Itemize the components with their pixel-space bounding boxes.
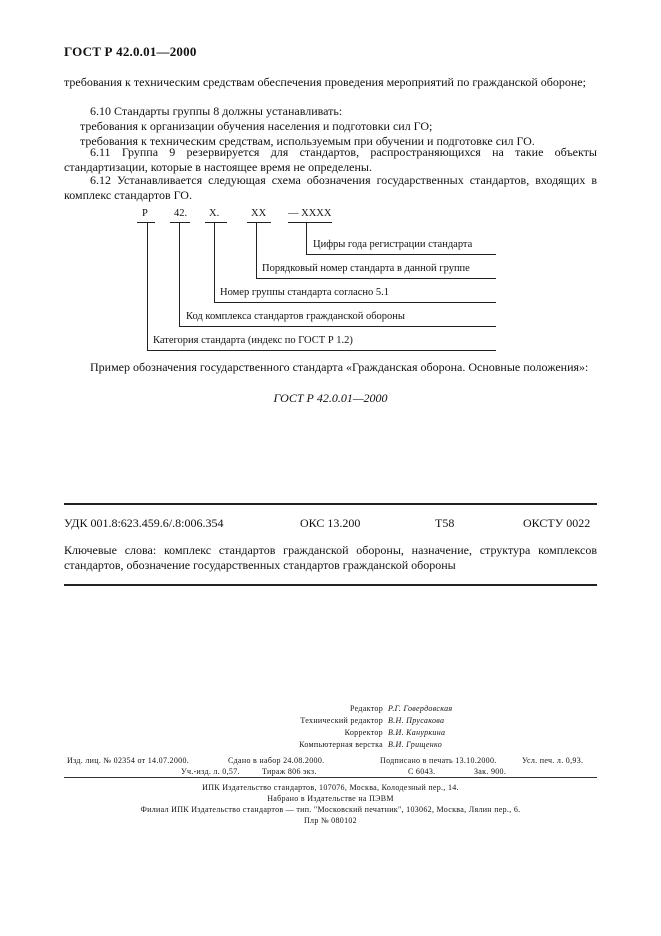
paragraph-6-12: 6.12 Устанавливается следующая схема обозначения государственных стандартов, входящих в комплекс стандартов ГО. <box>64 173 597 202</box>
udk-code: УДК 001.8:623.459.6/.8:006.354 <box>64 516 224 530</box>
classification-bottom-rule <box>64 584 597 586</box>
tech-editor-role: Технический редактор <box>300 716 383 725</box>
imprint-divider <box>64 777 597 778</box>
scheme-code-year: — ХХХХ <box>288 208 332 219</box>
imprint-editor-name: Р.Г. Говердовская <box>388 704 453 713</box>
classification-top-rule <box>64 503 597 505</box>
paragraph-continuation: требования к техническим средствам обеспечения проведения мероприятий по гражданской обороне; <box>64 75 586 89</box>
scheme-connector-complex <box>179 222 180 326</box>
scheme-code-number: ХХ <box>251 208 267 219</box>
imprint-corrector-name: В.И. Кануркина <box>388 728 446 737</box>
imprint-print-sheets: Усл. печ. л. 0,93. <box>522 756 584 765</box>
layout-role: Компьютерная верстка <box>299 740 383 749</box>
imprint-tech-editor-name: В.Н. Прусакова <box>388 716 445 725</box>
imprint-plr: Плр № 080102 <box>303 816 357 825</box>
scheme-underline-category <box>137 222 155 223</box>
editor-role: Редактор <box>350 704 383 713</box>
scheme-underline-number <box>247 222 271 223</box>
scheme-code-group: Х. <box>209 208 220 219</box>
imprint-publisher: ИПК Издательство стандартов, 107076, Москва, Колодезный пер., 14. <box>202 783 459 792</box>
scheme-connector-category <box>147 222 148 350</box>
scheme-leader-complex <box>179 326 496 327</box>
scheme-underline-group <box>205 222 227 223</box>
keywords: Ключевые слова: комплекс стандартов гражданской обороны, назначение, структура комплексов стандартов, обозначение государственных стандартов гражданской обороны <box>64 543 597 572</box>
paragraph-6-10-item-1: требования к организации обучения населения и подготовки сил ГО; <box>80 119 433 133</box>
okstu-code: ОКСТУ 0022 <box>523 516 591 530</box>
imprint-tech-editor-role <box>300 716 383 725</box>
scheme-label-complex: Код комплекса стандартов гражданской обороны <box>186 311 405 322</box>
scheme-leader-year <box>306 254 496 255</box>
paragraph-6-10-item-2: требования к техническим средствам, используемым при обучении и подготовке сил ГО. <box>80 134 535 148</box>
t-code: Т58 <box>435 516 455 530</box>
imprint-c-number: С 6043. <box>408 767 436 776</box>
scheme-leader-number <box>256 278 496 279</box>
oks-code: ОКС 13.200 <box>300 516 361 530</box>
scheme-label-number: Порядковый номер стандарта в данной группе <box>262 263 470 274</box>
scheme-connector-group <box>214 222 215 302</box>
example-designation: ГОСТ Р 42.0.01—2000 <box>273 391 388 405</box>
imprint-layout-role <box>299 740 383 749</box>
imprint-signed-to-print: Подписано в печать 13.10.2000. <box>380 756 497 765</box>
imprint-editor-role <box>350 704 383 713</box>
scheme-underline-complex <box>170 222 190 223</box>
scheme-label-group: Номер группы стандарта согласно 5.1 <box>220 287 390 298</box>
scheme-label-year: Цифры года регистрации стандарта <box>313 239 473 250</box>
paragraph-6-10: 6.10 Стандарты группы 8 должны устанавливать: <box>90 104 343 118</box>
imprint-branch: Филиал ИПК Издательство стандартов — тип. "Московский печатник", 103062, Москва, Лялин пер., 6. <box>140 805 521 814</box>
imprint-circulation: Тираж 806 экз. <box>262 767 317 776</box>
imprint-sent-to-set: Сдано в набор 24.08.2000. <box>228 756 325 765</box>
imprint-order: Зак. 900. <box>474 767 507 776</box>
imprint-typeset: Набрано в Издательстве на ПЭВМ <box>267 794 394 803</box>
scheme-label-category: Категория стандарта (индекс по ГОСТ Р 1.2) <box>153 335 353 346</box>
scheme-leader-category <box>147 350 496 351</box>
scheme-connector-year <box>306 222 307 254</box>
imprint-pub-sheets: Уч.-изд. л. 0,57. <box>181 767 240 776</box>
scheme-code-complex: 42. <box>174 208 188 219</box>
imprint-license: Изд. лиц. № 02354 от 14.07.2000. <box>67 756 190 765</box>
imprint-layout-name: В.И. Грищенко <box>388 740 443 749</box>
scheme-underline-year <box>288 222 332 223</box>
paragraph-6-11: 6.11 Группа 9 резервируется для стандартов, распространяющихся на такие объекты стандартизации, которые в настоящее время не определены. <box>64 145 597 174</box>
page-header-title: ГОСТ Р 42.0.01—2000 <box>64 44 197 59</box>
corrector-role: Корректор <box>344 728 383 737</box>
scheme-code-category: Р <box>142 208 148 219</box>
example-intro: Пример обозначения государственного стандарта «Гражданская оборона. Основные положения»: <box>90 360 589 374</box>
scheme-connector-number <box>256 222 257 278</box>
scheme-leader-group <box>214 302 496 303</box>
imprint-corrector-role <box>345 728 383 737</box>
